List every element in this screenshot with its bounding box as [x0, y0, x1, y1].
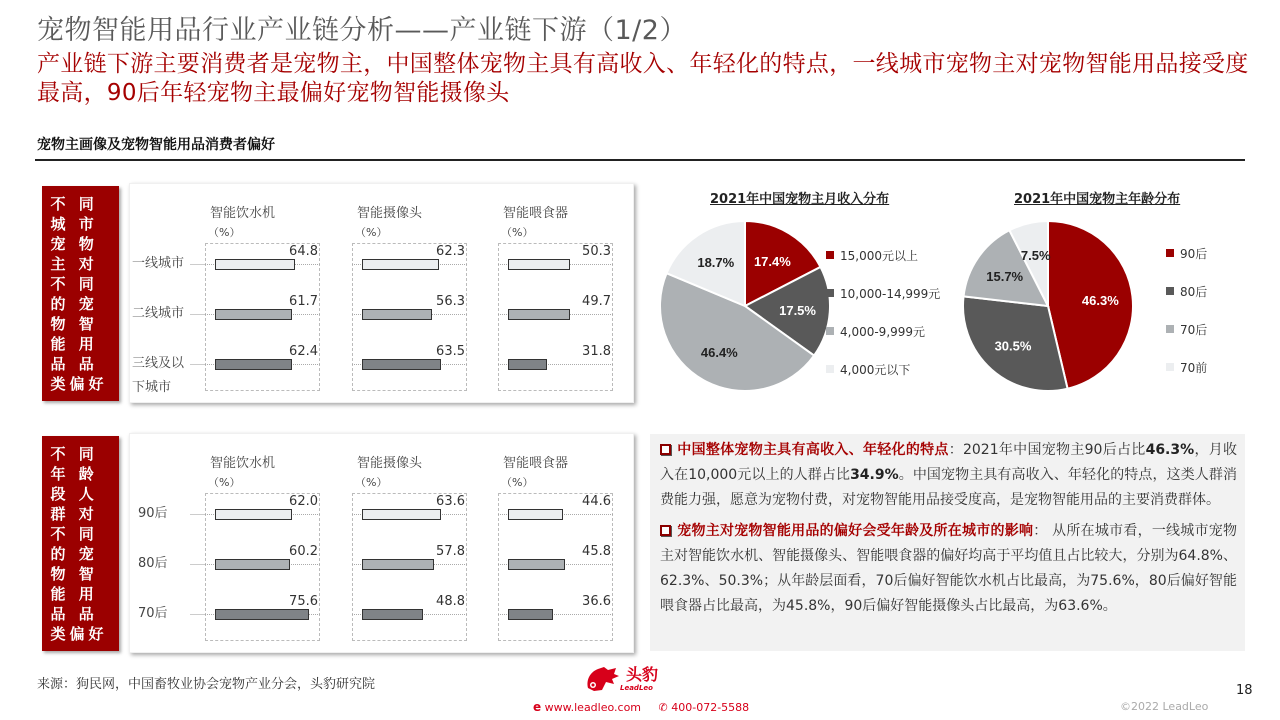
page-number: 18: [1236, 683, 1253, 698]
metric-title: 智能摄像头: [357, 206, 423, 221]
bar-value-label: 63.6: [436, 494, 465, 509]
city-preference-bar-chart: [129, 183, 634, 403]
checkbox-bullet-icon: [660, 525, 671, 536]
bar: [215, 309, 292, 320]
insight-text: ：2021年中国宠物主90后占比: [948, 442, 1146, 458]
legend-swatch-icon: [1166, 363, 1174, 371]
insight-income-age: [660, 438, 1237, 513]
row-label: 70后: [138, 606, 168, 621]
row-tick: [190, 364, 205, 365]
legend-swatch-icon: [826, 251, 834, 259]
age-panel-label: [42, 436, 119, 651]
pie-slice-label: 17.4%: [753, 253, 791, 269]
legend-label: 80后: [1180, 284, 1208, 299]
bar: [362, 559, 434, 570]
bar: [215, 359, 292, 370]
city-panel-label: [42, 186, 119, 401]
source-note: 来源：狗民网，中国畜牧业协会宠物产业分会，头豹研究院: [37, 677, 376, 692]
bar-value-label: 45.8: [582, 544, 611, 559]
metric-title: 智能饮水机: [210, 206, 276, 221]
bar-value-label: 49.7: [582, 294, 611, 309]
bar: [215, 509, 292, 520]
age-pie-title: 2021年中国宠物主年龄分布: [1014, 192, 1181, 207]
row-tick: [190, 514, 205, 515]
bar-value-label: 62.3: [436, 244, 465, 259]
section-divider: [35, 159, 1245, 161]
metric-title: 智能饮水机: [210, 456, 276, 471]
row-tick: [190, 614, 205, 615]
leadleo-logo: [584, 665, 658, 692]
income-pie-chart: [655, 218, 835, 398]
bar: [508, 359, 547, 370]
bar-value-label: 36.6: [582, 594, 611, 609]
phone-number: [659, 701, 750, 714]
insight-heading: 宠物主对宠物智能用品的偏好会受年龄及所在城市的影响: [677, 523, 1034, 539]
insight-highlight: 46.3%: [1145, 442, 1195, 458]
legend-label: 4,000-9,999元: [840, 324, 926, 339]
bar-value-label: 64.8: [289, 244, 318, 259]
pie-slice-label: 30.5%: [994, 338, 1032, 354]
bar: [362, 309, 432, 320]
bar: [215, 609, 309, 620]
metric-unit: （%）: [501, 226, 534, 239]
pie-slice-label: 15.7%: [986, 268, 1024, 284]
browser-e-icon: e: [533, 700, 542, 714]
bar-value-label: 48.8: [436, 594, 465, 609]
legend-label: 70后: [1180, 322, 1208, 337]
bar-value-label: 62.0: [289, 494, 318, 509]
metric-unit: （%）: [355, 476, 388, 489]
bar: [362, 609, 423, 620]
copyright: ©2022 LeadLeo: [1120, 700, 1209, 713]
legend-item: [1166, 234, 1207, 272]
row-label: 90后: [138, 506, 168, 521]
brand-name: 头豹: [626, 665, 659, 684]
insights-panel: [650, 434, 1245, 651]
row-tick: [190, 314, 205, 315]
row-label-line: 三线及以: [132, 356, 185, 371]
legend-label: 4,000元以下: [840, 362, 911, 377]
leopard-head-icon: [584, 666, 620, 692]
metric-unit: （%）: [208, 476, 241, 489]
bar-value-label: 57.8: [436, 544, 465, 559]
insight-text: ： 从所在城市看，一线城市宠物主对智能饮水机、智能摄像头、智能喂食器的偏好均高于平均值且占比较大，分别为64.8%、62.3%、50.3%；从年龄层面看，70后偏好智能饮水机占比最高，为75.6%，80后偏好智能喂食器占比最高，为45.8%，90后偏好智能摄像头占比最高，为63.6%。: [660, 523, 1238, 614]
legend-label: 90后: [1180, 246, 1208, 261]
checkbox-bullet-icon: [660, 444, 671, 455]
bar: [362, 359, 441, 370]
bar: [215, 259, 295, 270]
bar: [508, 309, 570, 320]
row-label-line: 下城市: [132, 380, 172, 395]
pie-slice-label: 18.7%: [697, 255, 735, 271]
phone-text: 400-072-5588: [671, 701, 750, 714]
bar-value-label: 62.4: [289, 344, 318, 359]
pie-slice-label: 46.3%: [1081, 292, 1119, 308]
page-title: 宠物智能用品行业产业链分析——产业链下游（1/2）: [37, 15, 687, 46]
website-link[interactable]: [533, 701, 641, 714]
legend-label: 15,000元以上: [840, 248, 918, 263]
legend-item: [826, 312, 940, 350]
metric-title: 智能摄像头: [357, 456, 423, 471]
pie-slice-label: 7.5%: [1020, 247, 1051, 263]
section-heading: 宠物主画像及宠物智能用品消费者偏好: [37, 137, 275, 153]
legend-swatch-icon: [826, 289, 834, 297]
phone-icon: ✆: [658, 701, 668, 714]
age-pie-legend: [1166, 234, 1207, 386]
income-pie-title: 2021年中国宠物主月收入分布: [710, 192, 890, 207]
metric-title: 智能喂食器: [503, 206, 569, 221]
website-text: www.leadleo.com: [544, 701, 642, 714]
legend-item: [1166, 310, 1207, 348]
bar: [508, 259, 570, 270]
legend-item: [1166, 272, 1207, 310]
age-pie-chart: [958, 218, 1138, 398]
legend-item: [826, 236, 940, 274]
row-label: [132, 352, 184, 400]
metric-title: 智能喂食器: [503, 456, 569, 471]
legend-swatch-icon: [1166, 249, 1174, 257]
income-pie-legend: [826, 236, 940, 388]
city-panel-label-text: 不 同 城 市 宠 物 主 对 不 同 的 宠 物 智 能 用 品 品 类偏好: [50, 194, 108, 393]
bar: [362, 509, 441, 520]
legend-label: 10,000-14,999元: [840, 286, 941, 301]
metric-unit: （%）: [208, 226, 241, 239]
pie-slice-label: 46.4%: [700, 345, 738, 361]
row-label: [132, 252, 184, 276]
legend-label: 70前: [1180, 360, 1208, 375]
legend-item: [826, 350, 940, 388]
pie-slice-label: 17.5%: [779, 302, 816, 318]
metric-unit: （%）: [355, 226, 388, 239]
legend-swatch-icon: [1166, 287, 1174, 295]
legend-item: [826, 274, 940, 312]
bar-value-label: 75.6: [289, 594, 318, 609]
insight-heading: 中国整体宠物主具有高收入、年轻化的特点: [677, 442, 949, 458]
insight-text: 。中国宠物主具有高收入、年轻化的特点，这类人群消费能力强，愿意为宠物付费，对宠物智能用品接受度高，是宠物智能用品的主要消费群体。: [660, 467, 1237, 508]
legend-swatch-icon: [1166, 325, 1174, 333]
row-tick: [190, 264, 205, 265]
legend-item: [1166, 348, 1207, 386]
bar-value-label: 31.8: [582, 344, 611, 359]
brand-name-en: LeadLeo: [620, 684, 653, 692]
bar-value-label: 44.6: [582, 494, 611, 509]
metric-unit: （%）: [501, 476, 534, 489]
contact-info: [533, 700, 763, 714]
bar-value-label: 50.3: [582, 244, 611, 259]
row-label-line: 一线城市: [132, 256, 185, 271]
bar-value-label: 61.7: [289, 294, 318, 309]
insight-highlight: 34.9%: [850, 467, 899, 483]
insight-preferences: [660, 519, 1237, 619]
age-preference-bar-chart: [129, 433, 634, 653]
bar: [508, 509, 563, 520]
legend-swatch-icon: [826, 365, 834, 373]
bar-value-label: 60.2: [289, 544, 318, 559]
bar: [362, 259, 439, 270]
bar: [508, 559, 565, 570]
age-panel-label-text: 不 同 年 龄 段 人 群 对 不 同 的 宠 物 智 能 用 品 品 类偏好: [50, 444, 108, 643]
row-label: 80后: [138, 556, 168, 571]
insight-text: ，月收入在10,000元以上的人群占比: [660, 442, 1238, 483]
row-label-line: 二线城市: [132, 306, 185, 321]
legend-swatch-icon: [826, 327, 834, 335]
page-subtitle: 产业链下游主要消费者是宠物主，中国整体宠物主具有高收入、年轻化的特点，一线城市宠物主对宠物智能用品接受度最高，90后年轻宠物主最偏好宠物智能摄像头: [37, 51, 1249, 106]
row-tick: [190, 564, 205, 565]
bar: [508, 609, 553, 620]
bar: [215, 559, 290, 570]
bar-value-label: 63.5: [436, 344, 465, 359]
bar-value-label: 56.3: [436, 294, 465, 309]
row-label: [132, 302, 184, 326]
